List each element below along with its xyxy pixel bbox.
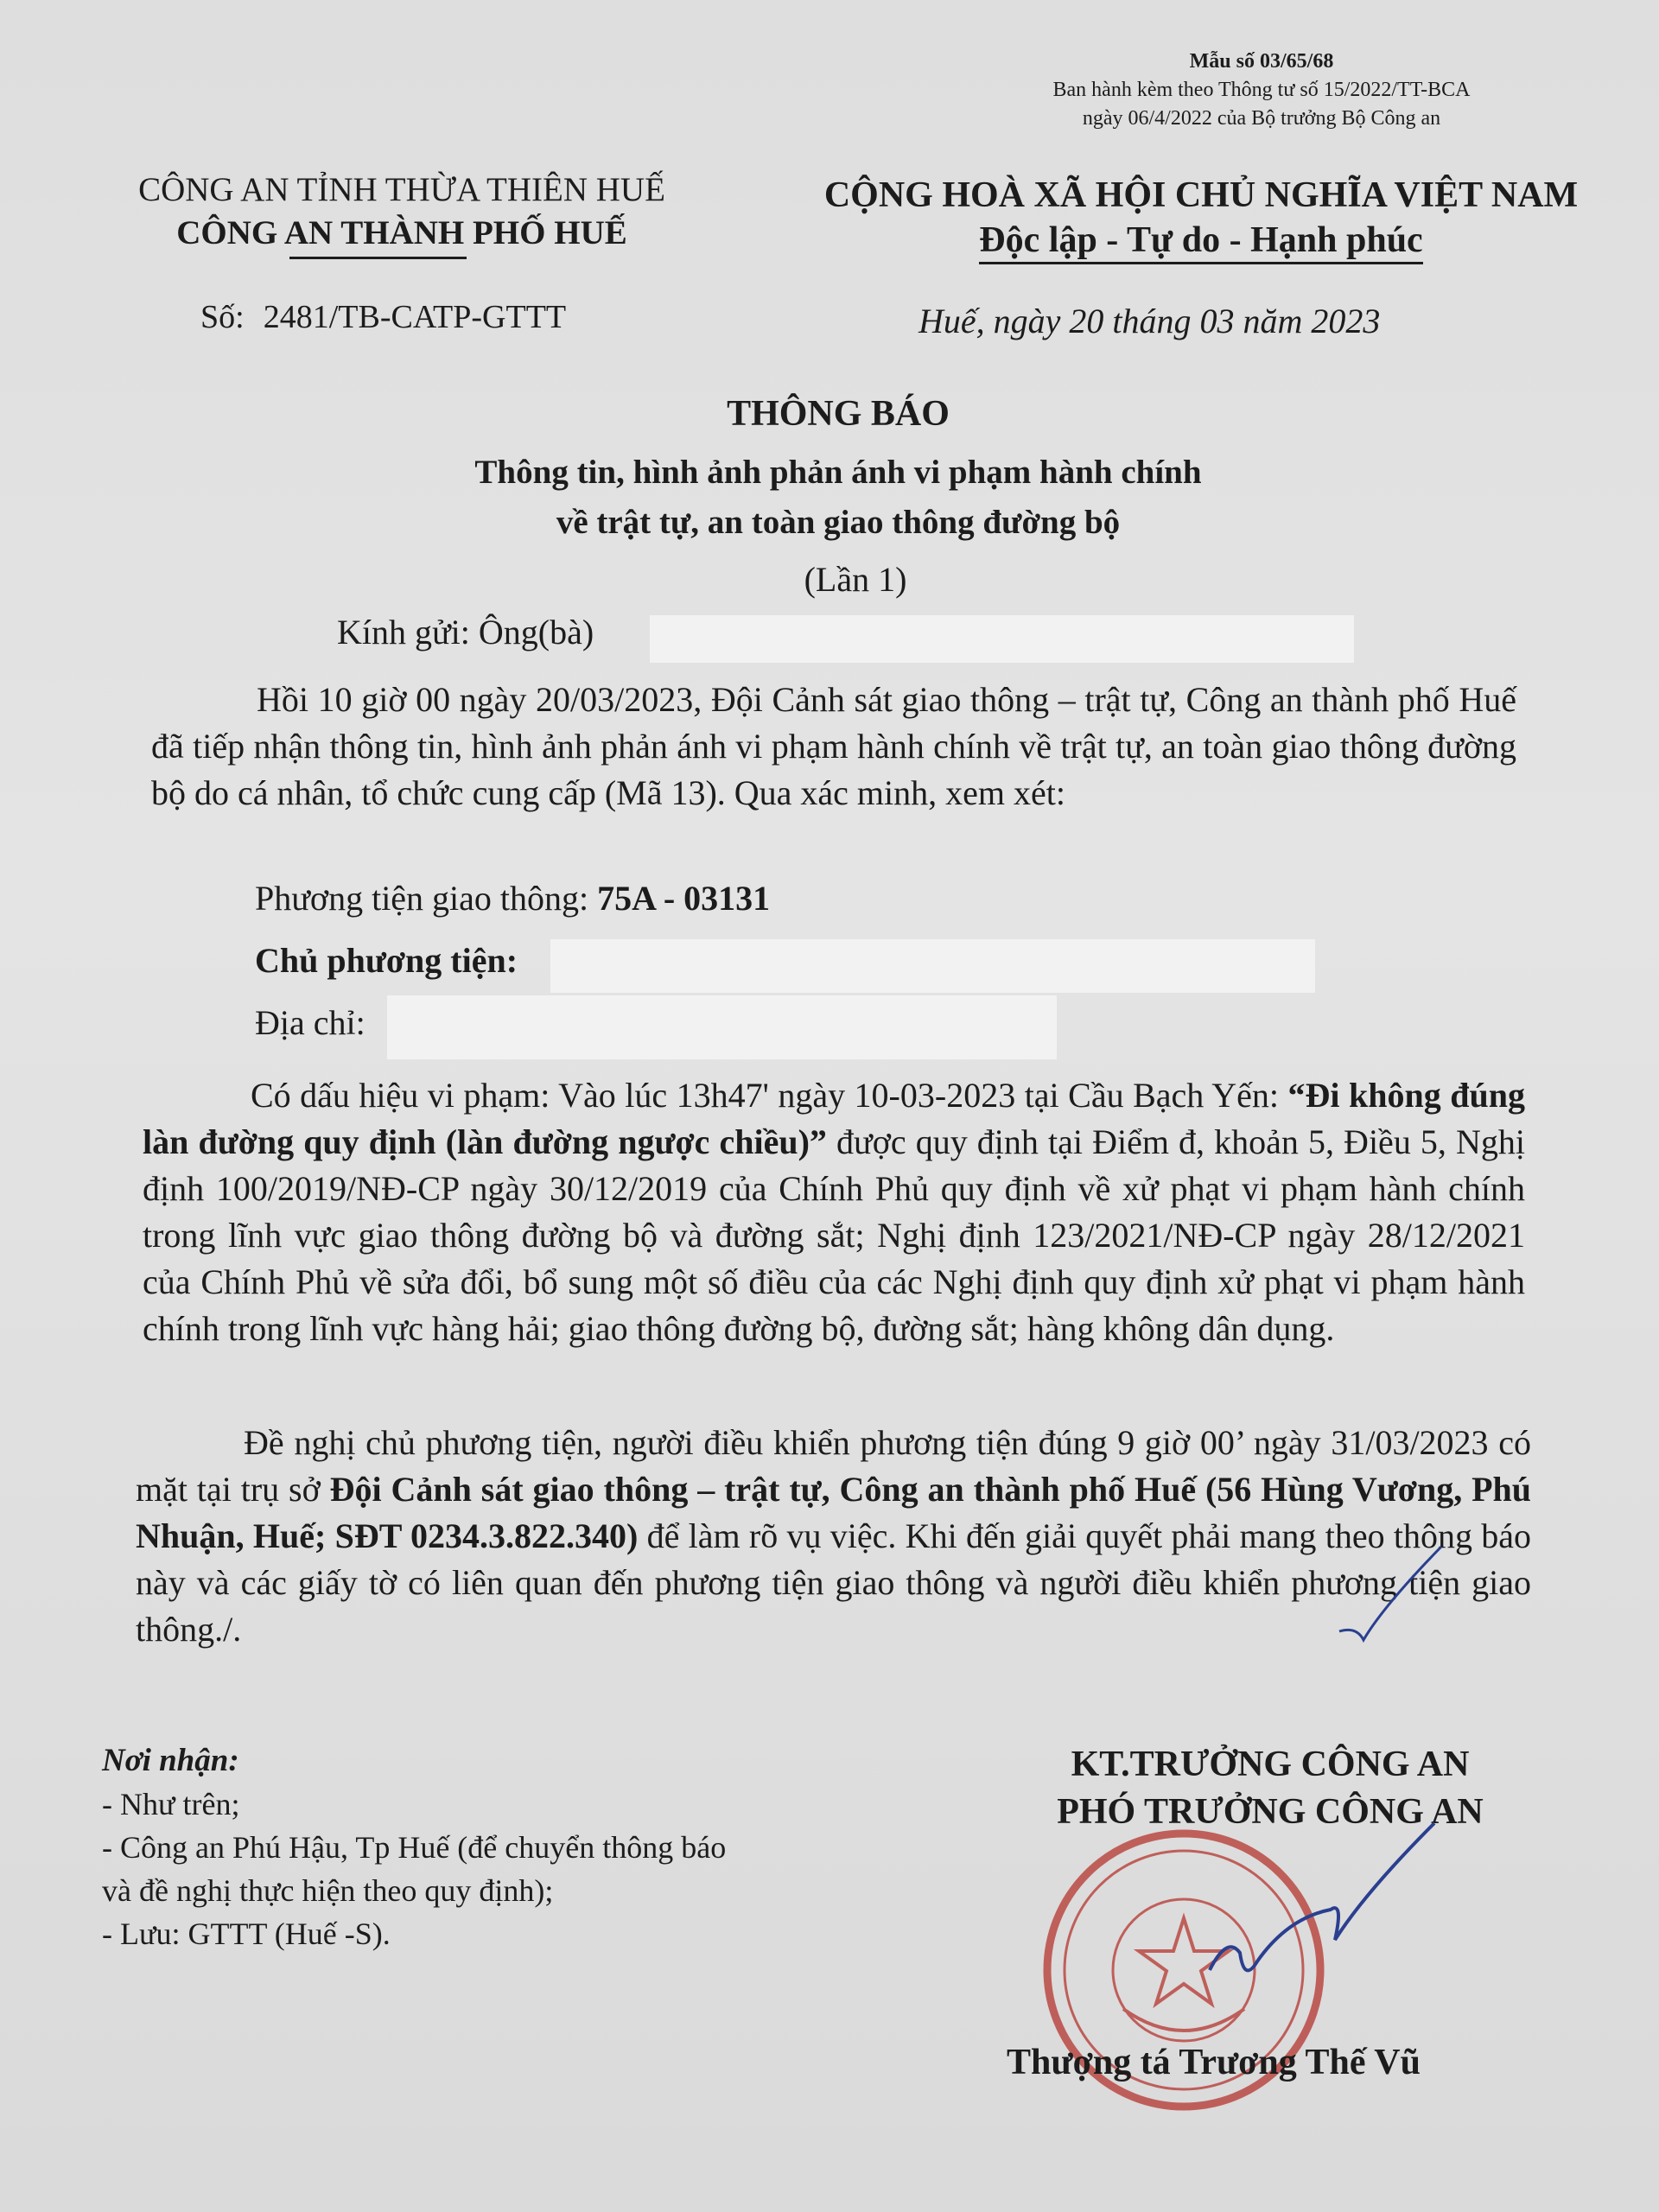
signer-name: Thượng tá Trương Thế Vũ <box>1007 2043 1421 2082</box>
national-header <box>752 173 1650 263</box>
owner-label: Chủ phương tiện: <box>255 941 518 980</box>
agency-parent: CÔNG AN TỈNH THỪA THIÊN HUẾ <box>138 171 665 208</box>
form-note <box>950 48 1573 133</box>
agency-underline <box>289 257 467 259</box>
handwritten-signature <box>1192 1789 1452 2022</box>
document-date: Huế, ngày 20 tháng 03 năm 2023 <box>918 302 1381 340</box>
recipients-list <box>102 1739 726 1955</box>
signature-line-2: PHÓ TRƯỞNG CÔNG AN <box>1057 1792 1484 1832</box>
issuing-agency <box>86 168 717 255</box>
violation-description: “Đi không đúng làn đường quy định (làn đường ngược chiều)” <box>143 1076 1526 1161</box>
paragraph-intro: Hồi 10 giờ 00 ngày 20/03/2023, Đội Cảnh sát giao thông – trật tự, Công an thành phố Huế đã tiếp nhận thông tin, hình ảnh phản ánh vi phạm hành chính về trật tự, an toàn giao thông đường bộ do cá nhân, tổ chức cung cấp (Mã 13). Qua xác minh, xem xét: <box>151 680 1516 812</box>
form-issued-date: ngày 06/4/2022 của Bộ trưởng Bộ Công an <box>1082 107 1441 130</box>
vehicle-row <box>255 878 770 918</box>
agency-name: CÔNG AN THÀNH PHỐ HUẾ <box>176 214 627 251</box>
form-number: Mẫu số 03/65/68 <box>1189 50 1334 73</box>
handwritten-check-mark <box>1331 1529 1452 1650</box>
subtitle-line-1: Thông tin, hình ảnh phản ánh vi phạm hành chính <box>474 454 1202 491</box>
recipient-item: - Như trên; <box>102 1787 240 1821</box>
request-rest: để làm rõ vụ việc. Khi đến giải quyết phải mang theo thông báo này và các giấy tờ có liên quan đến phương tiện giao thông và người điều khiển phương tiện giao thông./. <box>136 1516 1531 1649</box>
paragraph-request <box>136 1420 1531 1653</box>
recipient-label: Kính gửi: Ông(bà) <box>337 613 594 652</box>
signature-line-1: KT.TRƯỞNG CÔNG AN <box>1071 1745 1470 1784</box>
request-place: Đội Cảnh sát giao thông – trật tự, Công an thành phố Huế (56 Hùng Vương, Phú Nhuận, Huế; SĐT 0234.3.822.340) <box>136 1470 1531 1555</box>
recipient-item: và đề nghị thực hiện theo quy định); <box>102 1873 554 1908</box>
violation-legal-basis: được quy định tại Điểm đ, khoản 5, Điều 5, Nghị định 100/2019/NĐ-CP ngày 30/12/2019 của Chính Phủ quy định về xử phạt vi phạm hành chính trong lĩnh vực giao thông đường bộ và đường sắt; Nghị định 123/2021/NĐ-CP ngày 28/12/2021 của Chính Phủ về sửa đổi, bổ sung một số điều của các Nghị định quy định xử phạt vi phạm hành chính trong lĩnh vực hàng hải; giao thông đường bộ, đường sắt; hàng không dân dụng. <box>143 1122 1525 1348</box>
recipient-item: - Công an Phú Hậu, Tp Huế (để chuyển thông báo <box>102 1830 727 1865</box>
form-issued-with: Ban hành kèm theo Thông tư số 15/2022/TT-BCA <box>1052 79 1471 101</box>
recipients-heading: Nơi nhận: <box>102 1743 239 1778</box>
vehicle-plate: 75A - 03131 <box>597 879 771 918</box>
paragraph-violation <box>143 1072 1525 1352</box>
country-name: CỘNG HOÀ XÃ HỘI CHỦ NGHĨA VIỆT NAM <box>823 175 1579 215</box>
redacted-address <box>387 995 1057 1059</box>
vehicle-label: Phương tiện giao thông: <box>255 879 589 918</box>
subtitle-line-2: về trật tự, an toàn giao thông đường bộ <box>556 504 1121 541</box>
motto: Độc lập - Tự do - Hạnh phúc <box>979 220 1422 264</box>
address-label: Địa chỉ: <box>255 1003 365 1042</box>
document-title: THÔNG BÁO <box>727 394 950 434</box>
request-intro: Đề nghị chủ phương tiện, người điều khiển phương tiện đúng 9 giờ 00’ ngày 31/03/2023 có mặt tại trụ sở <box>136 1423 1531 1509</box>
number-value: 2481/TB-CATP-GTTT <box>263 299 567 335</box>
document-subtitle <box>0 448 1659 548</box>
address-row <box>255 1002 365 1043</box>
document-number <box>200 298 566 336</box>
attempt-number: (Lần 1) <box>804 560 907 599</box>
owner-row <box>255 940 518 981</box>
recipient-item: - Lưu: GTTT (Huế -S). <box>102 1916 391 1951</box>
violation-intro: Có dấu hiệu vi phạm: Vào lúc 13h47' ngày 10-03-2023 tại Cầu Bạch Yến: <box>251 1076 1280 1115</box>
number-label: Số: <box>200 299 245 335</box>
redacted-recipient-name <box>650 615 1354 663</box>
redacted-owner <box>550 939 1315 993</box>
